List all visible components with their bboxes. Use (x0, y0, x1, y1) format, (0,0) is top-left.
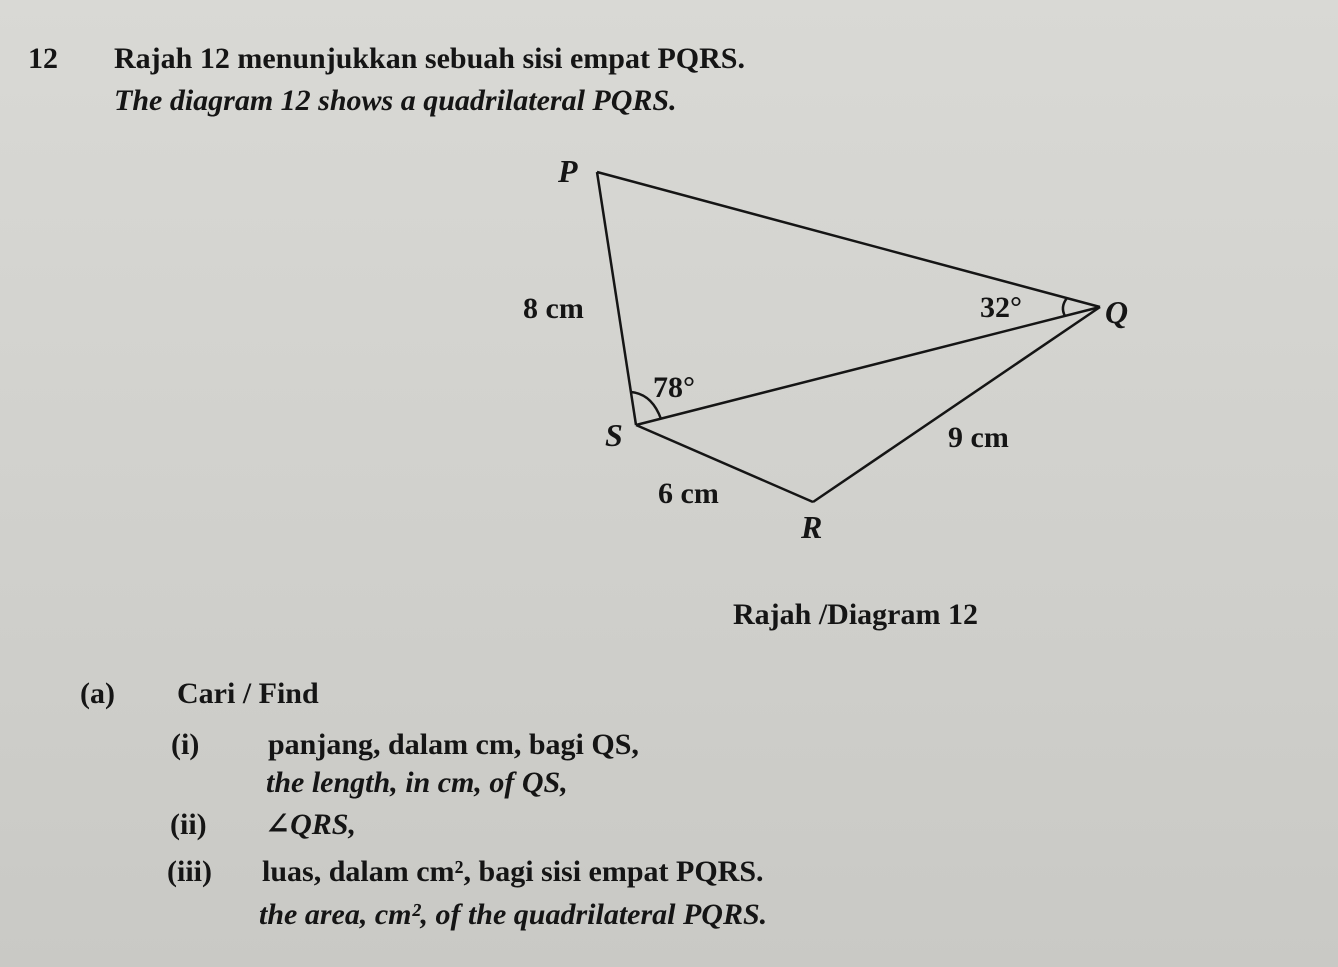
angle-label-S: 78° (653, 371, 695, 404)
question-intro-english: The diagram 12 shows a quadrilateral PQRS. (114, 84, 677, 117)
item-iii-malay: luas, dalam cm², bagi sisi empat PQRS. (262, 855, 764, 888)
vertex-label-S: S (605, 417, 623, 453)
part-a-instruction: Cari / Find (177, 677, 319, 710)
question-number: 12 (28, 42, 58, 75)
part-a-label: (a) (80, 677, 115, 710)
item-iii-english: the area, cm², of the quadrilateral PQRS. (259, 898, 768, 931)
angle-label-Q: 32° (980, 291, 1022, 324)
item-i-label: (i) (171, 728, 200, 761)
item-ii-text: ∠QRS, (265, 808, 356, 841)
edge-PQ (597, 172, 1100, 307)
question-intro-malay: Rajah 12 menunjukkan sebuah sisi empat PQRS. (114, 42, 745, 75)
item-i-english: the length, in cm, of QS, (266, 766, 568, 799)
angle-arc-Q (1063, 298, 1067, 316)
vertex-label-R: R (801, 509, 823, 545)
vertex-label-P: P (558, 153, 578, 189)
edge-RQ (813, 307, 1100, 502)
item-iii-label: (iii) (167, 855, 212, 888)
diagonal-SQ (636, 307, 1100, 425)
diagram-caption: Rajah /Diagram 12 (733, 598, 978, 631)
length-label-RQ: 9 cm (948, 421, 1009, 454)
length-label-SR: 6 cm (658, 477, 719, 510)
item-ii-label: (ii) (170, 808, 207, 841)
length-label-PS: 8 cm (523, 292, 584, 325)
vertex-label-Q: Q (1105, 294, 1129, 330)
edge-PS (597, 172, 636, 425)
item-i-malay: panjang, dalam cm, bagi QS, (268, 728, 639, 761)
